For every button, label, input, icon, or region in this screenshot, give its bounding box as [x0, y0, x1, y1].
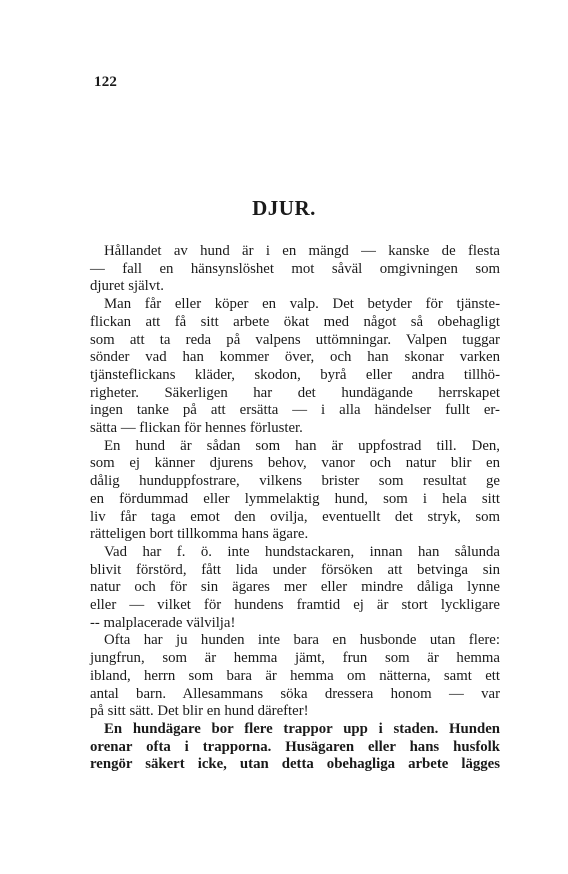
text-line: Ofta har ju hunden inte bara en husbonde utan flere: — [104, 632, 500, 649]
text-line: orenar ofta i trapporna. Husägaren eller hans husfolk — [90, 738, 500, 755]
text-line: sätta — flickan för hennes förluster. — [90, 420, 303, 437]
text-line: rätteligen bort tillkomma hans ägare. — [90, 526, 309, 543]
text-line: antal barn. Allesammans söka dressera honom — var — [90, 685, 500, 702]
text-line: Hållandet av hund är i en mängd — kanske de flesta — [104, 243, 500, 259]
text-line: som att ta reda på valpens uttömningar. Valpen tuggar — [90, 331, 500, 348]
text-line: som ej känner djurens behov, vanor och natur blir en — [90, 455, 500, 472]
text-line: en fördummad eller lymmelaktig hund, som i hela sitt — [90, 490, 500, 507]
text-line: — fall en hänsynslöshet mot såväl omgivningen som — [90, 260, 500, 277]
text-line: på sitt sätt. Det blir en hund därefter! — [90, 703, 309, 720]
chapter-title: DJUR. — [252, 196, 316, 220]
text-line: En hundägare bor flere trappor upp i staden. Hunden — [104, 720, 500, 737]
text-line: En hund är sådan som han är uppfostrad till. Den, — [104, 437, 500, 454]
text-line: dålig hunduppfostrare, vilkens brister som resultat ge — [90, 473, 500, 490]
text-line: djuret självt. — [90, 278, 164, 295]
text-line: rengör säkert icke, utan detta obehagliga arbete lägges — [90, 756, 500, 773]
body-text — [90, 243, 500, 774]
text-line: sönder vad han kommer över, och han skonar varken — [90, 349, 500, 366]
text-line: -- malplacerade välvilja! — [90, 614, 236, 631]
text-line: tjänsteflickans kläder, skodon, byrå eller andra tillhö- — [90, 366, 500, 383]
text-line: Man får eller köper en valp. Det betyder för tjänste- — [104, 296, 500, 313]
text-line: ingen tanke på att ersätta — i alla händelser fullt er- — [90, 402, 500, 419]
text-line: ibland, herrn som bara är hemma om nätterna, samt ett — [90, 667, 500, 684]
text-line: righeter. Säkerligen har det hundägande herrskapet — [90, 384, 500, 401]
text-line: jungfrun, som är hemma jämt, frun som är hemma — [90, 650, 500, 667]
text-line: natur och för sin ägares mer eller mindre dåliga lynne — [90, 579, 500, 596]
text-line: eller — vilket för hundens framtid ej är stort lyckligare — [90, 597, 500, 614]
text-line: flickan att få sitt arbete ökat med något så obehagligt — [90, 313, 500, 330]
text-line: blivit förstörd, fått lida under försöken att betvinga sin — [90, 561, 500, 578]
text-line: Vad har f. ö. inte hundstackaren, innan han sålunda — [104, 543, 500, 560]
text-line: liv får taga emot den ovilja, eventuellt det stryk, som — [90, 508, 500, 525]
page-number: 122 — [94, 74, 118, 90]
